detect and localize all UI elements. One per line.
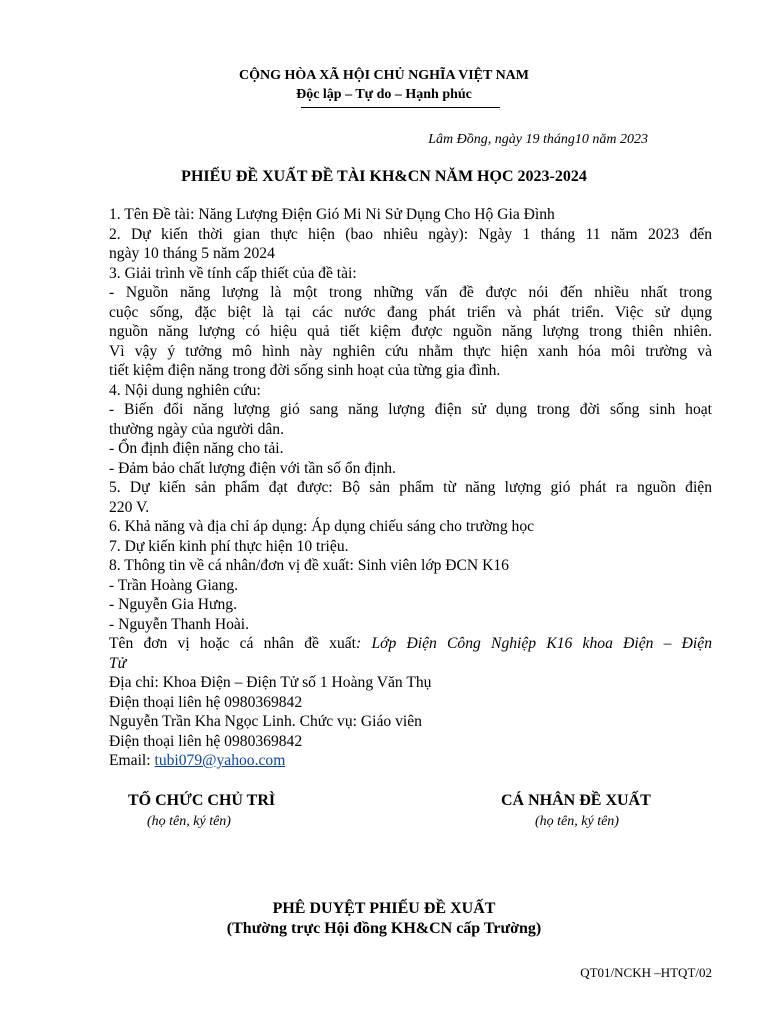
proposer-subtitle: (họ tên, ký tên): [535, 814, 619, 829]
email-link[interactable]: tubi079@yahoo.com: [154, 752, 286, 769]
urgency-text-3: nguồn năng lượng có hiệu quả tiết kiệm được nguồn năng lượng trong thiên nhiên.: [109, 323, 712, 340]
header-divider: [301, 107, 500, 108]
country-header: CỘNG HÒA XÃ HỘI CHỦ NGHĨA VIỆT NAM: [238, 68, 529, 83]
budget-line: 7. Dự kiến kinh phí thực hiện 10 triệu.: [109, 537, 349, 555]
form-code: QT01/NCKH –HTQT/02: [580, 965, 712, 980]
motto-header: Độc lập – Tự do – Hạnh phúc: [296, 87, 472, 102]
address-line: Địa chỉ: Khoa Điện – Điện Tử số 1 Hoàng Văn Thụ: [109, 674, 432, 691]
duration-line-1: 2. Dự kiến thời gian thực hiện (bao nhiêu ngày): Ngày 1 tháng 11 năm 2023 đến: [109, 225, 712, 243]
unit-label: Tên đơn vị hoặc cá nhân đề xuất: [109, 635, 357, 652]
document-body: [109, 205, 712, 771]
urgency-text-2: cuộc sống, đặc biệt là tại các nước đang phát triển và phát triển. Việc sử dụng: [109, 303, 712, 321]
content-item-1a: - Biến đổi năng lượng gió sang năng lượng điện sử dụng trong đời sống sinh hoạt: [109, 401, 712, 418]
content-heading: 4. Nội dung nghiên cứu:: [109, 381, 261, 399]
unit-value: Lớp Điện Công Nghiệp K16 khoa Điện – Điện: [361, 635, 712, 652]
unit-line-2: Tử: [109, 654, 127, 672]
content-item-2: - Ổn định điện năng cho tải.: [109, 440, 284, 457]
proposer-info-line: 8. Thông tin về cá nhân/đơn vị đề xuất: Sinh viên lớp ĐCN K16: [109, 557, 509, 574]
unit-colon: :: [356, 635, 362, 652]
duration-line-2: ngày 10 tháng 5 năm 2024: [109, 245, 275, 262]
product-line-2: 220 V.: [109, 498, 150, 516]
proposer-title: CÁ NHÂN ĐỀ XUẤT: [501, 792, 651, 809]
email-line: [109, 751, 712, 771]
urgency-text-1: - Nguồn năng lượng là một trong những vấn đề được nói đến nhiều nhất trong: [109, 284, 712, 301]
urgency-text-5: tiết kiệm điện năng trong đời sống sinh hoạt của từng gia đình.: [109, 362, 501, 379]
contact-person-line: Nguyễn Trần Kha Ngọc Linh. Chức vụ: Giáo viên: [109, 713, 422, 730]
member-2: - Nguyễn Gia Hưng.: [109, 596, 237, 613]
approval-subtitle: (Thường trực Hội đồng KH&CN cấp Trường): [226, 920, 542, 937]
date-line: Lâm Đồng, ngày 19 tháng10 năm 2023: [428, 132, 648, 147]
content-item-3: - Đảm bảo chất lượng điện với tần số ổn định.: [109, 459, 396, 477]
member-1: - Trần Hoàng Giang.: [109, 576, 239, 594]
topic-name: 1. Tên Đề tài: Năng Lượng Điện Gió Mi Ni Sử Dụng Cho Hộ Gia Đình: [109, 206, 555, 223]
email-label: Email:: [109, 752, 155, 769]
document-title: PHIẾU ĐỀ XUẤT ĐỀ TÀI KH&CN NĂM HỌC 2023-2024: [181, 168, 587, 185]
phone-line-1: Điện thoại liên hệ 0980369842: [109, 693, 303, 711]
member-3: - Nguyễn Thanh Hoài.: [109, 615, 250, 633]
application-line: 6. Khả năng và địa chỉ áp dụng: Áp dụng chiếu sáng cho trường học: [109, 518, 535, 535]
urgency-text-4: Vì vậy ý tưởng mô hình này nghiên cứu nhằm thực hiện xanh hóa môi trường và: [109, 342, 712, 360]
phone-line-2: Điện thoại liên hệ 0980369842: [109, 732, 303, 750]
product-line-1: 5. Dự kiến sản phẩm đạt được: Bộ sản phẩm từ năng lượng gió phát ra nguồn điện: [109, 479, 712, 496]
approval-title: PHÊ DUYỆT PHIẾU ĐỀ XUẤT: [272, 900, 496, 917]
host-org-subtitle: (họ tên, ký tên): [147, 814, 231, 829]
host-org-title: TỐ CHỨC CHỦ TRÌ: [128, 792, 276, 809]
content-item-1b: thường ngày của người dân.: [109, 420, 285, 438]
urgency-heading: 3. Giải trình về tính cấp thiết của đề tài:: [109, 264, 357, 282]
unit-line-1: [109, 634, 712, 654]
